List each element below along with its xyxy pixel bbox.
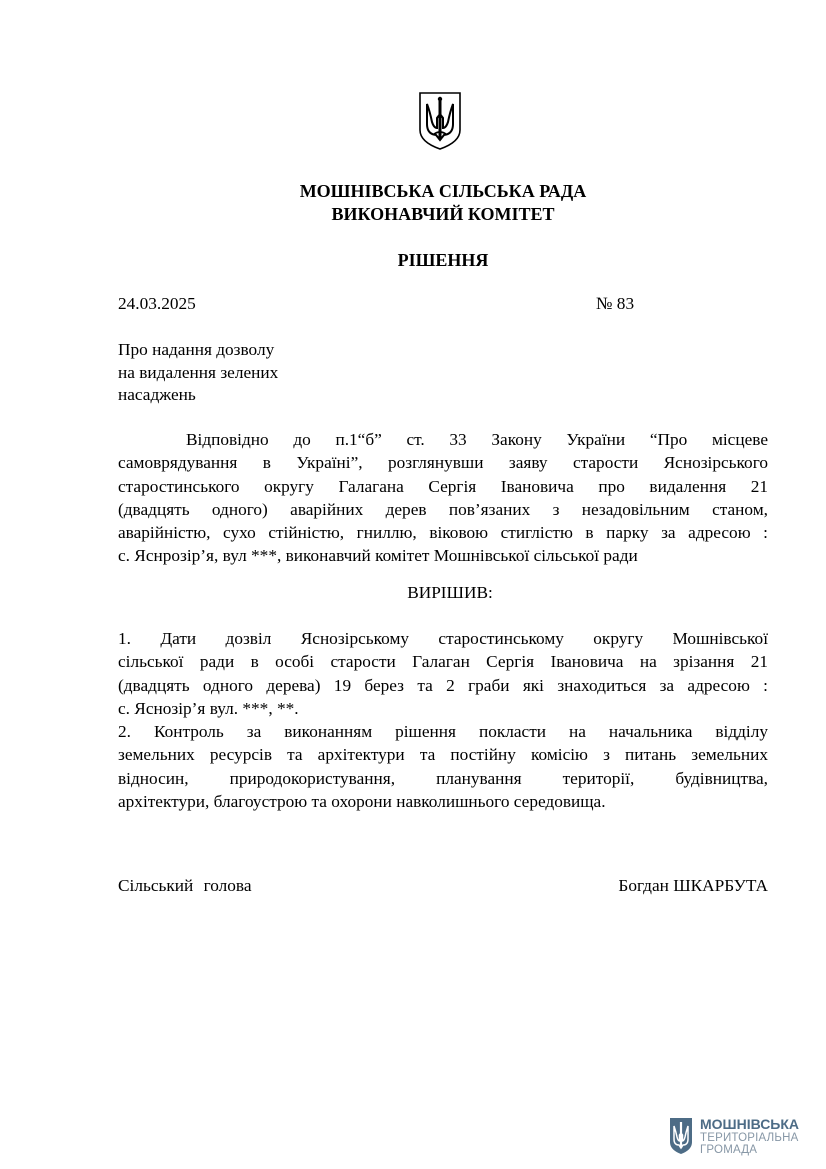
item-line: архітектури, благоустрою та охорони навколишнього середовища. <box>118 792 606 812</box>
subject-line: на видалення зелених <box>118 362 279 382</box>
logo-text <box>700 1117 799 1156</box>
preamble-line: (двадцять одного) аварійних дерев пов’язаних з незадовільним станом, <box>118 499 768 519</box>
decision-subject <box>118 339 278 407</box>
signatory-position: Сільський голова <box>118 876 252 895</box>
council-name: МОШНІВСЬКА СІЛЬСЬКА РАДА <box>299 181 587 201</box>
subject-line: насаджень <box>118 385 196 404</box>
item-line: відносин, природокористування, планування території, будівництва, <box>118 768 768 788</box>
item-line: сільської ради в особі старости Галаган Сергія Івановича на зрізання 21 <box>118 652 768 672</box>
preamble-line: старостинського округу Галагана Сергія Івановича про видалення 21 <box>118 476 768 496</box>
subject-line: Про надання дозволу <box>118 340 275 359</box>
logo-line-2: ТЕРИТОРІАЛЬНА <box>700 1132 799 1144</box>
decision-date: 24.03.2025 <box>118 294 196 313</box>
coat-of-arms-icon <box>417 90 463 152</box>
committee-name: ВИКОНАВЧИЙ КОМІТЕТ <box>331 204 555 224</box>
preamble-paragraph <box>118 428 768 568</box>
document-type: РІШЕННЯ <box>397 250 489 270</box>
item-line: с. Яснозір’я вул. ***, **. <box>118 698 299 718</box>
logo-line-3: ГРОМАДА <box>700 1144 758 1156</box>
preamble-line: с. Яснрозір’я, вул ***, виконавчий комітет Мошнівської сільської ради <box>118 546 638 566</box>
trident-logo-icon <box>668 1116 694 1156</box>
preamble-line: Відповідно до п.1“б” ст. 33 Закону України “Про місцеве <box>186 430 768 449</box>
item-line: (двадцять одного дерева) 19 берез та 2 граби які знаходиться за адресою : <box>118 675 768 695</box>
item-line: земельних ресурсів та архітектури та постійну комісію з питань земельних <box>118 745 768 765</box>
resolved-heading: ВИРІШИВ: <box>407 583 493 602</box>
community-logo <box>668 1116 808 1160</box>
preamble-line: самоврядування в Україні”, розглянувши заяву старости Яснозірського <box>118 453 768 473</box>
decision-items <box>118 627 768 813</box>
item-line: 1. Дати дозвіл Яснозірському старостинському округу Мошнівської <box>118 629 768 648</box>
preamble-line: аварійністю, сухо стійністю, гниллю, віковою стиглістю в парку за адресою : <box>118 523 768 543</box>
logo-line-1: МОШНІВСЬКА <box>700 1116 800 1132</box>
decision-number: № 83 <box>596 294 635 313</box>
item-line: 2. Контроль за виконанням рішення покласти на начальника відділу <box>118 722 768 742</box>
signatory-name: Богдан ШКАРБУТА <box>618 876 768 895</box>
